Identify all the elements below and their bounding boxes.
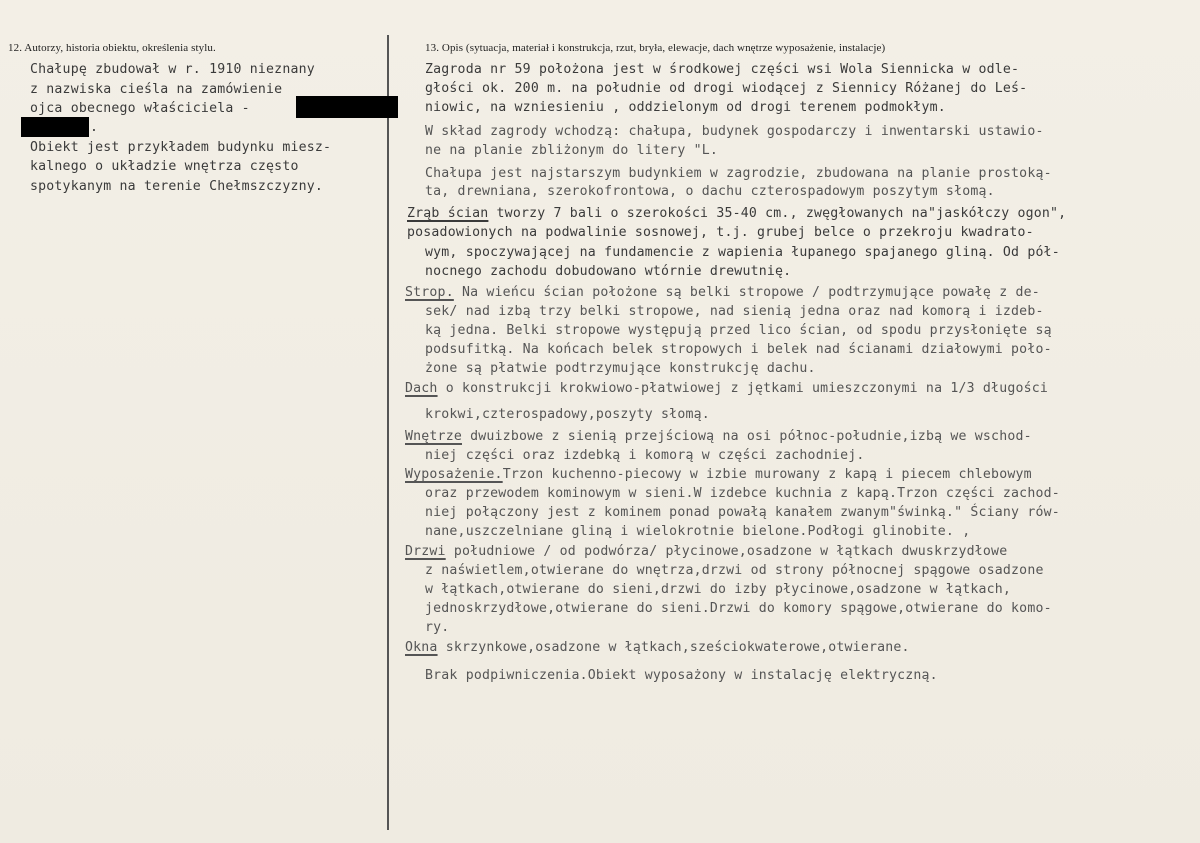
wyposazenie-paragraph-first-line: Wyposażenie.Trzon kuchenno-piecowy w izbie murowany z kapą i piecem chlebowym [405,467,1032,482]
wnetrze-paragraph-first-line: Wnętrze dwuizbowe z sienią przejściową na osi północ-południe,izbą we wschod- [405,429,1032,444]
wnetrze-label: Wnętrze [405,429,462,444]
intro-line: W skład zagrody wchodzą: chałupa, budynek gospodarczy i inwentarski ustawio- [425,124,1044,139]
redaction-bar [21,117,89,137]
drzwi-line: z naświetlem,otwierane do wnętrza,drzwi od strony północnej spągowe osadzone [425,563,1044,578]
zrab-paragraph-first-line: Zrąb ścian tworzy 7 bali o szerokości 35-40 cm., zwęgłowanych na"jaskółczy ogon", [407,206,1067,221]
drzwi-line: jednoskrzydłowe,otwierane do sieni.Drzwi do komory spągowe,otwierane do komo- [425,601,1052,616]
wyposazenie-line: niej połączony jest z kominem ponad powałą kanałem zwanym"świnką." Ściany rów- [425,505,1060,520]
section-13-heading: 13. Opis (sytuacja, materiał i konstrukcja, rzut, bryła, elewacje, dach wnętrze wyposażenie, instalacje) [425,42,886,54]
intro-line: niowic, na wzniesieniu , oddzielonym od drogi terenem podmokłym. [425,100,946,115]
zrab-line: posadowionych na podwalinie sosnowej, t.j. grubej belce o przekroju kwadrato- [407,225,1034,240]
zrab-line: nocnego zachodu dobudowano wtórnie drewutnię. [425,264,792,279]
left-text-line: Obiekt jest przykładem budynku miesz- [30,140,332,155]
left-text-line: spotykanym na terenie Chełmszczyzny. [30,179,324,194]
left-text-line: z nazwiska cieśla na zamówienie [30,82,283,97]
strop-line: sek/ nad izbą trzy belki stropowe, nad sienią jedna oraz nad komorą i izdeb- [425,304,1044,319]
strop-label: Strop. [405,285,454,300]
drzwi-label: Drzwi [405,544,446,559]
wyposazenie-label: Wyposażenie. [405,467,503,482]
drzwi-line: ry. [425,620,450,635]
drzwi-paragraph-first-line: Drzwi południowe / od podwórza/ płycinowe,osadzone w łątkach dwuskrzydłowe [405,544,1008,559]
zrab-line: wym, spoczywającej na fundamencie z wapienia łupanego spajanego gliną. Od pół- [425,245,1060,260]
intro-line: ne na planie zbliżonym do litery "L. [425,143,719,158]
dach-line: krokwi,czterospadowy,poszyty słomą. [425,407,710,422]
intro-line: ta, drewniana, szerokofrontowa, o dachu czterospadowym poszytym słomą. [425,184,995,199]
dach-label: Dach [405,381,438,396]
zrab-label: Zrąb ścian [407,206,489,221]
okna-label: Okna [405,640,438,655]
closing-line: Brak podpiwniczenia.Obiekt wyposażony w instalację elektryczną. [425,668,938,683]
wyposazenie-line: oraz przewodem kominowym w sieni.W izdebce kuchnia z kapą.Trzon części zachod- [425,486,1060,501]
left-text-line: . [90,120,99,135]
column-divider [387,35,389,830]
intro-line: Chałupa jest najstarszym budynkiem w zagrodzie, zbudowana na planie prostoką- [425,166,1052,181]
strop-line: ką jedna. Belki stropowe występują przed lico ścian, od spodu przysłonięte są [425,323,1052,338]
strop-line: żone są płatwie podtrzymujące konstrukcję dachu. [425,361,816,376]
redaction-bar [296,96,398,118]
drzwi-line: w łątkach,otwierane do sieni,drzwi do izby płycinowe,osadzone w łątkach, [425,582,1012,597]
wyposazenie-line: nane,uszczelniane gliną i wielokrotnie bielone.Podłogi glinobite. , [425,524,971,539]
left-text-line: Chałupę zbudował w r. 1910 nieznany [30,62,315,77]
intro-line: głości ok. 200 m. na południe od drogi wiodącej z Siennicy Różanej do Leś- [425,81,1028,96]
okna-paragraph-line: Okna skrzynkowe,osadzone w łątkach,sześciokwaterowe,otwierane. [405,640,910,655]
strop-line: podsufitką. Na końcach belek stropowych i belek nad ścianami działowymi poło- [425,342,1052,357]
strop-paragraph-first-line: Strop. Na wieńcu ścian położone są belki stropowe / podtrzymujące powałę z de- [405,285,1040,300]
section-12-heading: 12. Autorzy, historia obiektu, określenia stylu. [8,42,216,54]
intro-line: Zagroda nr 59 położona jest w środkowej części wsi Wola Siennicka w odle- [425,62,1020,77]
left-text-line: ojca obecnego właściciela - [30,101,250,116]
left-text-line: kalnego o układzie wnętrza często [30,159,299,174]
dach-paragraph-first-line: Dach o konstrukcji krokwiowo-płatwiowej z jętkami umieszczonymi na 1/3 długości [405,381,1049,396]
wnetrze-line: niej części oraz izdebką i komorą w części zachodniej. [425,448,865,463]
